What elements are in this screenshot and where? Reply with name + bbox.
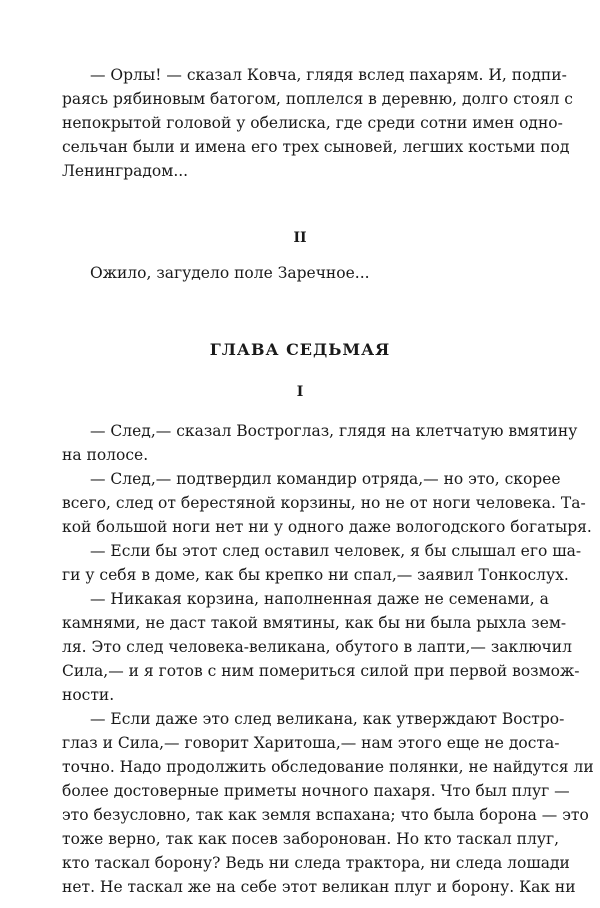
text-line: более достоверные приметы ночного пахаря. Что был плуг — xyxy=(62,782,570,800)
text-line: кто таскал борону? Ведь ни следа трактора, ни следа лошади xyxy=(62,854,570,872)
text-line: кой большой ноги нет ни у одного даже вологодского богатыря. xyxy=(62,518,592,536)
text-line: — Если бы этот след оставил человек, я бы слышал его ша- xyxy=(90,542,582,560)
section-number: I xyxy=(296,384,304,400)
text-line: ля. Это след человека-великана, обутого в лапти,— заключил xyxy=(62,638,572,656)
text-line: ги у себя в доме, как бы крепко ни спал,— заявил Тонкослух. xyxy=(62,566,569,584)
text-line: камнями, не даст такой вмятины, как бы ни была рыхла зем- xyxy=(62,614,567,632)
text-line: — След,— подтвердил командир отряда,— но это, скорее xyxy=(90,470,561,488)
section-number: II xyxy=(293,230,307,246)
text-line: нет. Не таскал же на себе этот великан плуг и борону. Как ни xyxy=(62,878,576,896)
text-line: — Орлы! — сказал Ковча, глядя вслед пахарям. И, подпи- xyxy=(90,66,567,84)
text-line: глаз и Сила,— говорит Харитоша,— нам этого еще не доста- xyxy=(62,734,560,752)
text-line: тоже верно, так как посев заборонован. Но кто таскал плуг, xyxy=(62,830,560,848)
text-line: всего, след от берестяной корзины, но не от ноги человека. Та- xyxy=(62,494,586,512)
text-line: ности. xyxy=(62,686,115,704)
text-line: — Никакая корзина, наполненная даже не семенами, а xyxy=(90,590,549,608)
text-line: точно. Надо продолжить обследование полянки, не найдутся ли xyxy=(62,758,594,776)
text-line: непокрытой головой у обелиска, где среди сотни имен одно- xyxy=(62,114,563,132)
text-line: Ожило, загудело поле Заречное... xyxy=(90,264,370,282)
text-line: — Если даже это след великана, как утверждают Востро- xyxy=(90,710,565,728)
text-line: на полосе. xyxy=(62,446,149,464)
text-line: Сила,— и я готов с ним помериться силой при первой возмож- xyxy=(62,662,580,680)
chapter-title: ГЛАВА СЕДЬМАЯ xyxy=(209,340,391,359)
text-line: это безусловно, так как земля вспахана; что была борона — это xyxy=(62,806,589,824)
text-line: Ленинградом... xyxy=(62,162,189,180)
text-line: сельчан были и имена его трех сыновей, легших костьми под xyxy=(62,138,570,156)
text-line: раясь рябиновым батогом, поплелся в деревню, долго стоял с xyxy=(62,90,573,108)
text-line: — След,— сказал Востроглаз, глядя на клетчатую вмятину xyxy=(90,422,578,440)
